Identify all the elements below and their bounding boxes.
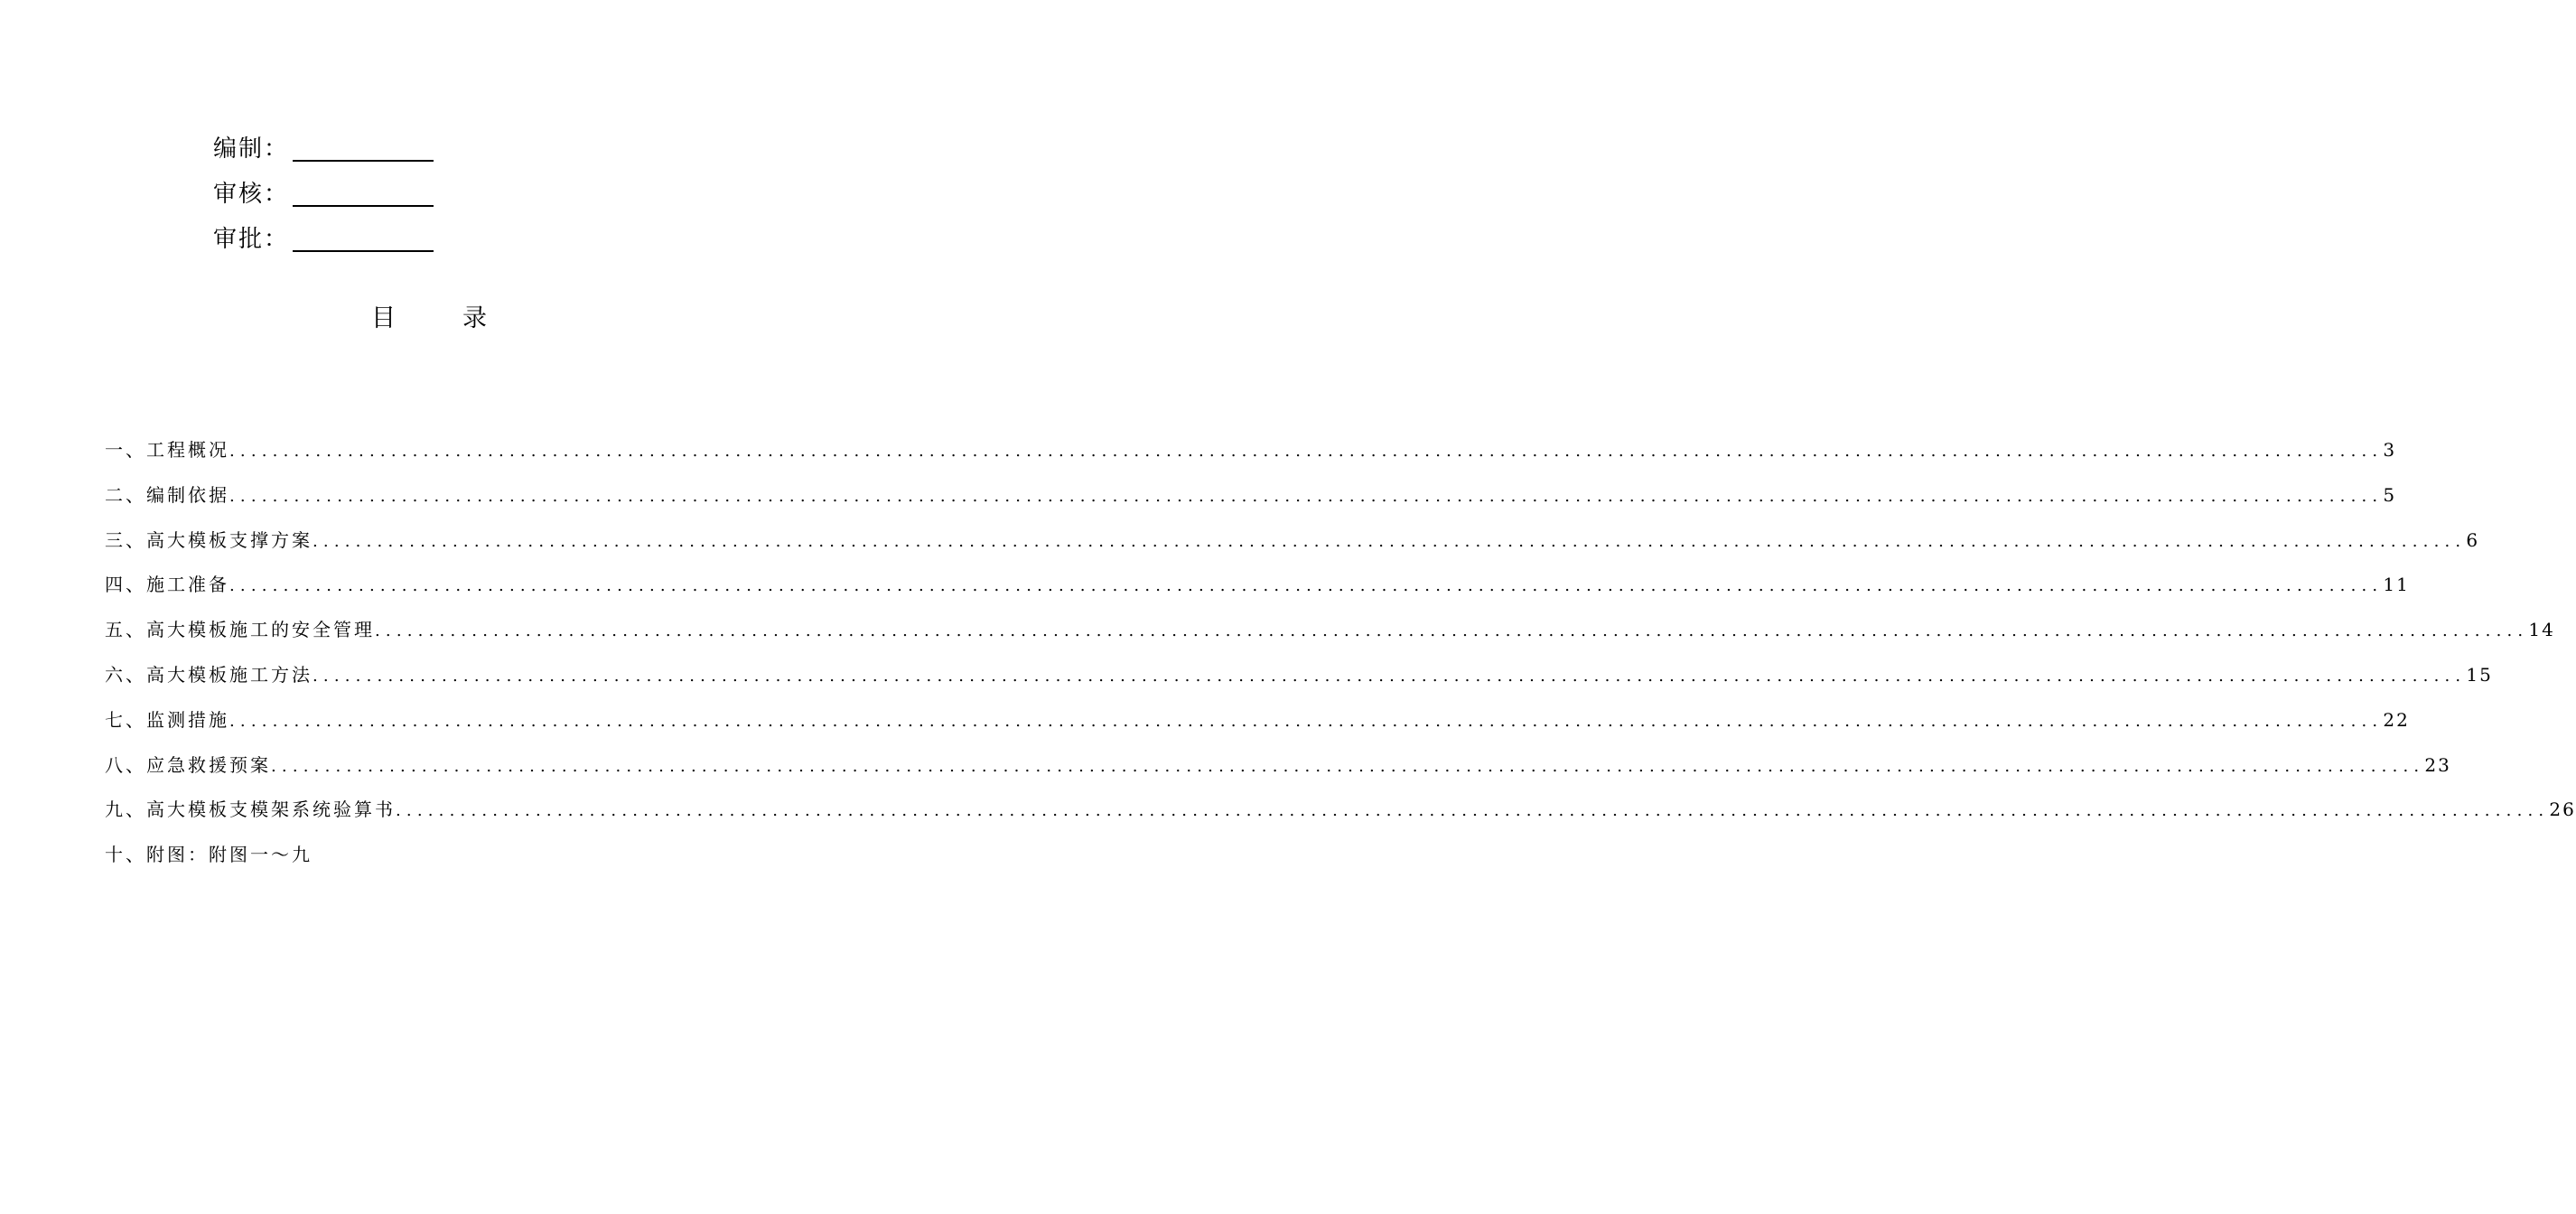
toc-title [0,301,858,337]
toc-entry-page: 23 [2424,753,2451,776]
toc-leader-dots: ........................................................................................................................................................................................................ [229,486,2384,506]
compile-row [213,120,434,165]
toc-entry-page: 11 [2383,574,2410,596]
toc-entry[interactable] [105,477,2397,522]
toc-entry-text: 一、工程概况 [105,439,229,461]
toc-entry-page: 15 [2466,663,2493,686]
toc-entry[interactable] [105,612,2555,657]
toc-leader-dots: ........................................................................................................................................................................................................ [229,576,2384,596]
toc-entry-text: 七、监测措施 [105,708,229,731]
toc-entry-text: 六、高大模板施工方法 [105,663,313,686]
toc-entry-text: 二、编制依据 [105,483,229,506]
toc-leader-dots: ........................................................................................................................................................................................................ [313,531,2467,551]
review-row [213,165,434,210]
compile-label: 编制： [213,135,290,163]
toc-leader-dots: ........................................................................................................................................................................................................ [271,756,2425,776]
toc-entry-page: 3 [2383,439,2397,461]
compile-signature-line [293,133,434,162]
toc-title-char-1: 目 [371,304,396,332]
approve-signature-line [293,223,434,252]
toc-entry[interactable] [105,432,2397,477]
toc-leader-dots: ........................................................................................................................................................................................................ [375,621,2529,641]
toc-entry-page: 14 [2528,619,2555,641]
toc-entry[interactable] [105,522,2480,567]
toc-leader-dots: ........................................................................................................................................................................................................ [229,711,2384,731]
toc-entry-text: 八、应急救援预案 [105,753,271,776]
toc-title-char-2: 录 [462,304,487,332]
toc-entry-page: 5 [2383,483,2397,506]
toc-entry[interactable] [105,791,2576,836]
toc-entry-page: 26 [2549,798,2576,821]
toc-entry-text: 十、附图：附图一～九 [105,844,313,866]
toc-entry-text: 九、高大模板支模架系统验算书 [105,798,396,821]
toc-entry-text: 五、高大模板施工的安全管理 [105,619,375,641]
signoff-block [213,120,434,256]
toc-entry-page: 6 [2466,528,2480,551]
toc-entry[interactable] [105,657,2493,702]
toc-leader-dots: ........................................................................................................................................................................................................ [229,442,2384,461]
approve-label: 审批： [213,226,290,253]
toc-entry-page: 22 [2383,708,2410,731]
toc-entry-text: 四、施工准备 [105,574,229,596]
approve-row [213,210,434,256]
toc-entry[interactable] [105,836,755,882]
toc-entry[interactable] [105,747,2451,792]
toc-entry[interactable] [105,702,2410,747]
review-signature-line [293,178,434,207]
toc-entry-text: 三、高大模板支撑方案 [105,528,313,551]
toc-entry[interactable] [105,566,2410,612]
review-label: 审核： [213,181,290,208]
toc-list [105,432,2576,882]
toc-leader-dots: ........................................................................................................................................................................................................ [396,801,2550,821]
toc-leader-dots: ........................................................................................................................................................................................................ [313,666,2467,686]
